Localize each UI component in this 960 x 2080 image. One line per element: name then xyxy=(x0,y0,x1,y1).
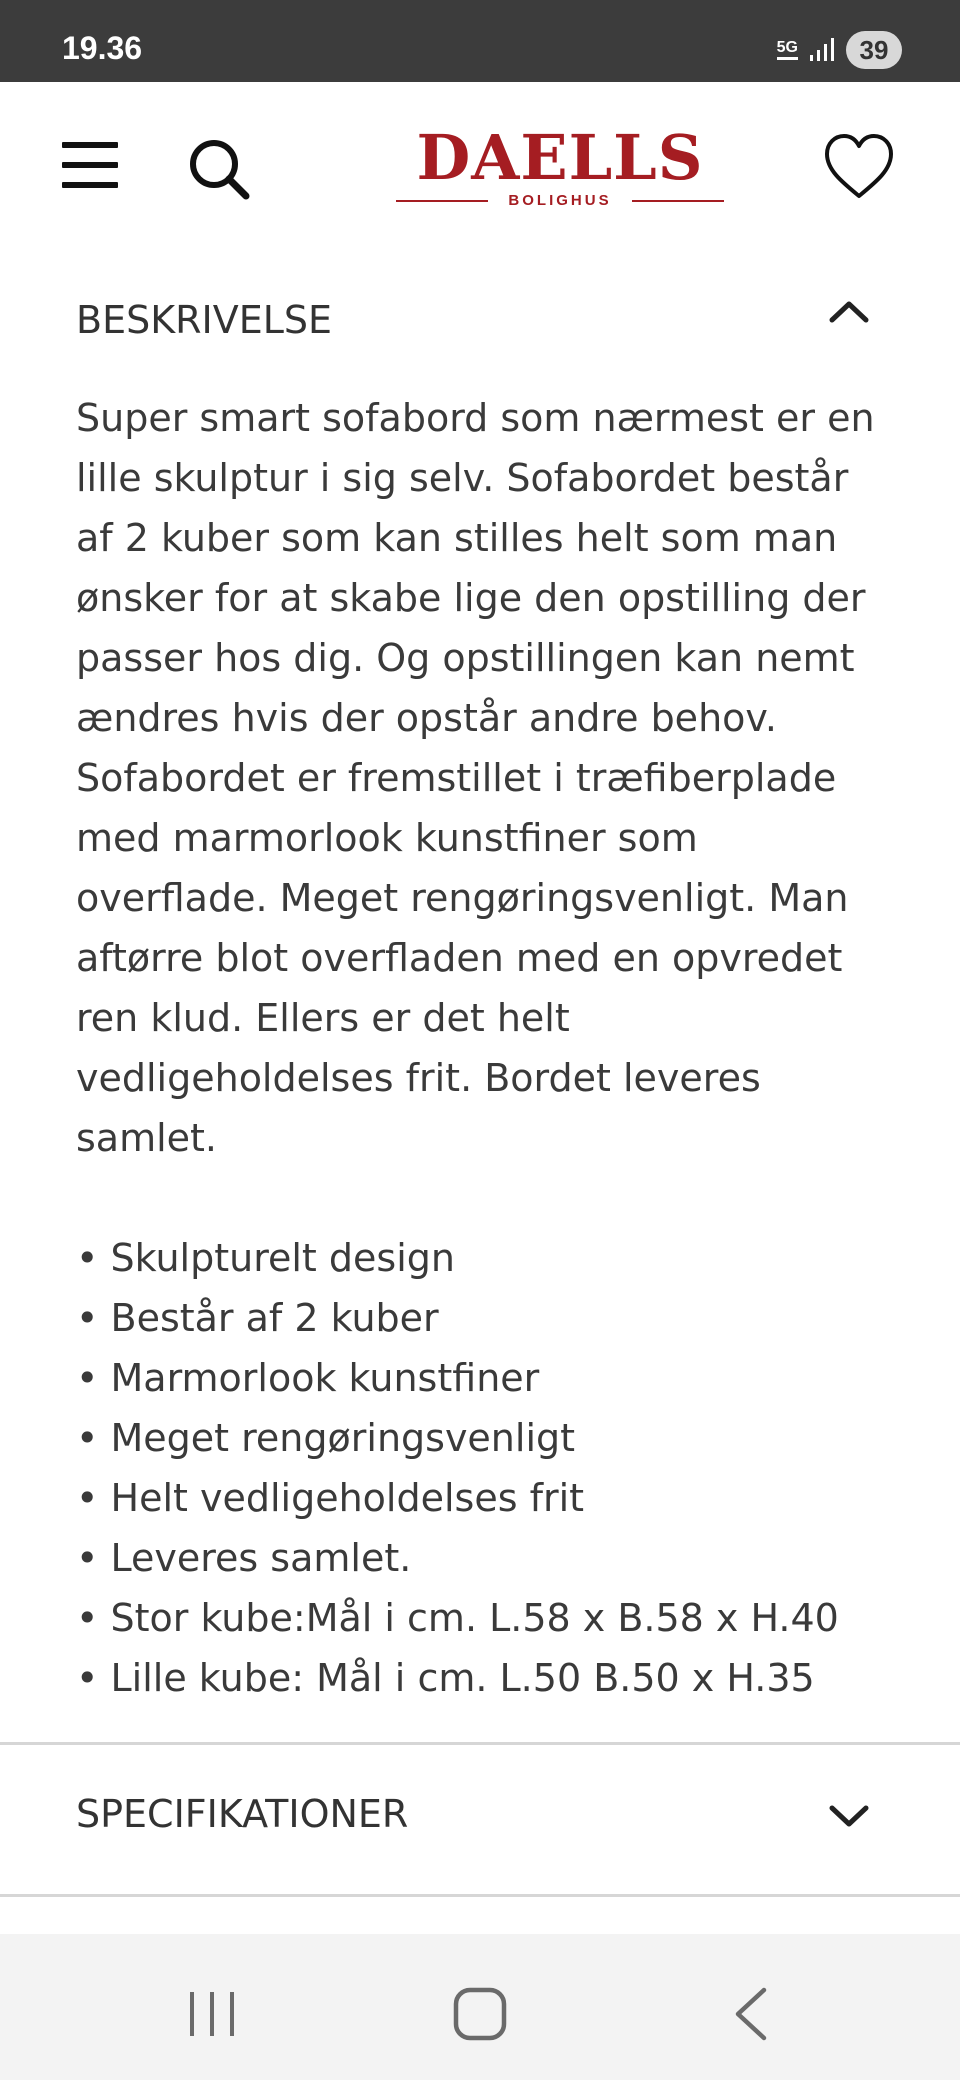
system-nav-bar xyxy=(0,1934,960,2080)
list-item: • Består af 2 kuber xyxy=(76,1296,439,1340)
logo-sub-row xyxy=(390,190,730,210)
battery-indicator: 39 xyxy=(846,31,902,69)
back-icon[interactable] xyxy=(722,1986,782,2042)
home-icon[interactable] xyxy=(450,1986,510,2042)
heart-icon[interactable] xyxy=(822,132,896,202)
list-item: • Lille kube: Mål i cm. L.50 B.50 x H.35 xyxy=(76,1656,815,1700)
logo-name: DAELLS xyxy=(416,121,704,194)
logo-subtitle: BOLIGHUS xyxy=(508,192,612,209)
list-item: • Stor kube:Mål i cm. L.58 x B.58 x H.40 xyxy=(76,1596,839,1640)
description-title: BESKRIVELSE xyxy=(76,298,333,342)
chevron-up-icon[interactable] xyxy=(828,296,870,326)
list-item: • Helt vedligeholdelses frit xyxy=(76,1476,585,1520)
divider xyxy=(0,1742,960,1745)
feature-list xyxy=(76,1228,896,1708)
specifications-accordion-header[interactable] xyxy=(0,1764,960,1874)
description-paragraph: Super smart sofabord som nærmest er en lille skulptur i sig selv. Sofabordet består af 2 kuber som kan stilles helt som man ønsker for at skabe lige den opstilling der passer hos dig. Og opstillingen kan nemt ændres hvis der opstår andre behov. Sofabordet er fremstillet i træfiberplade med marmorlook kunstfiner som overflade. Meget rengøringsvenligt. Man aftørre blot overfladen med en opvredet ren klud. Ellers er det helt vedligeholdelses frit. Bordet leveres samlet. xyxy=(76,396,875,1160)
network-type-icon: 5G xyxy=(777,40,798,60)
chevron-down-icon[interactable] xyxy=(828,1802,870,1832)
recent-apps-icon[interactable] xyxy=(182,1986,242,2042)
search-icon[interactable] xyxy=(188,138,250,200)
status-time: 19.36 xyxy=(62,30,143,66)
divider xyxy=(0,1894,960,1897)
description-accordion-header[interactable] xyxy=(0,262,960,372)
site-header xyxy=(0,82,960,262)
list-item: • Meget rengøringsvenligt xyxy=(76,1416,576,1460)
signal-icon xyxy=(808,37,836,63)
list-item: • Marmorlook kunstfiner xyxy=(76,1356,540,1400)
hamburger-menu-icon[interactable] xyxy=(62,142,118,188)
description-content xyxy=(76,388,896,1708)
list-item: • Leveres samlet. xyxy=(76,1536,412,1580)
status-indicators xyxy=(777,30,902,70)
brand-logo[interactable] xyxy=(390,121,730,210)
status-bar xyxy=(0,0,960,82)
specifications-title: SPECIFIKATIONER xyxy=(76,1792,409,1836)
list-item: • Skulpturelt design xyxy=(76,1236,455,1280)
